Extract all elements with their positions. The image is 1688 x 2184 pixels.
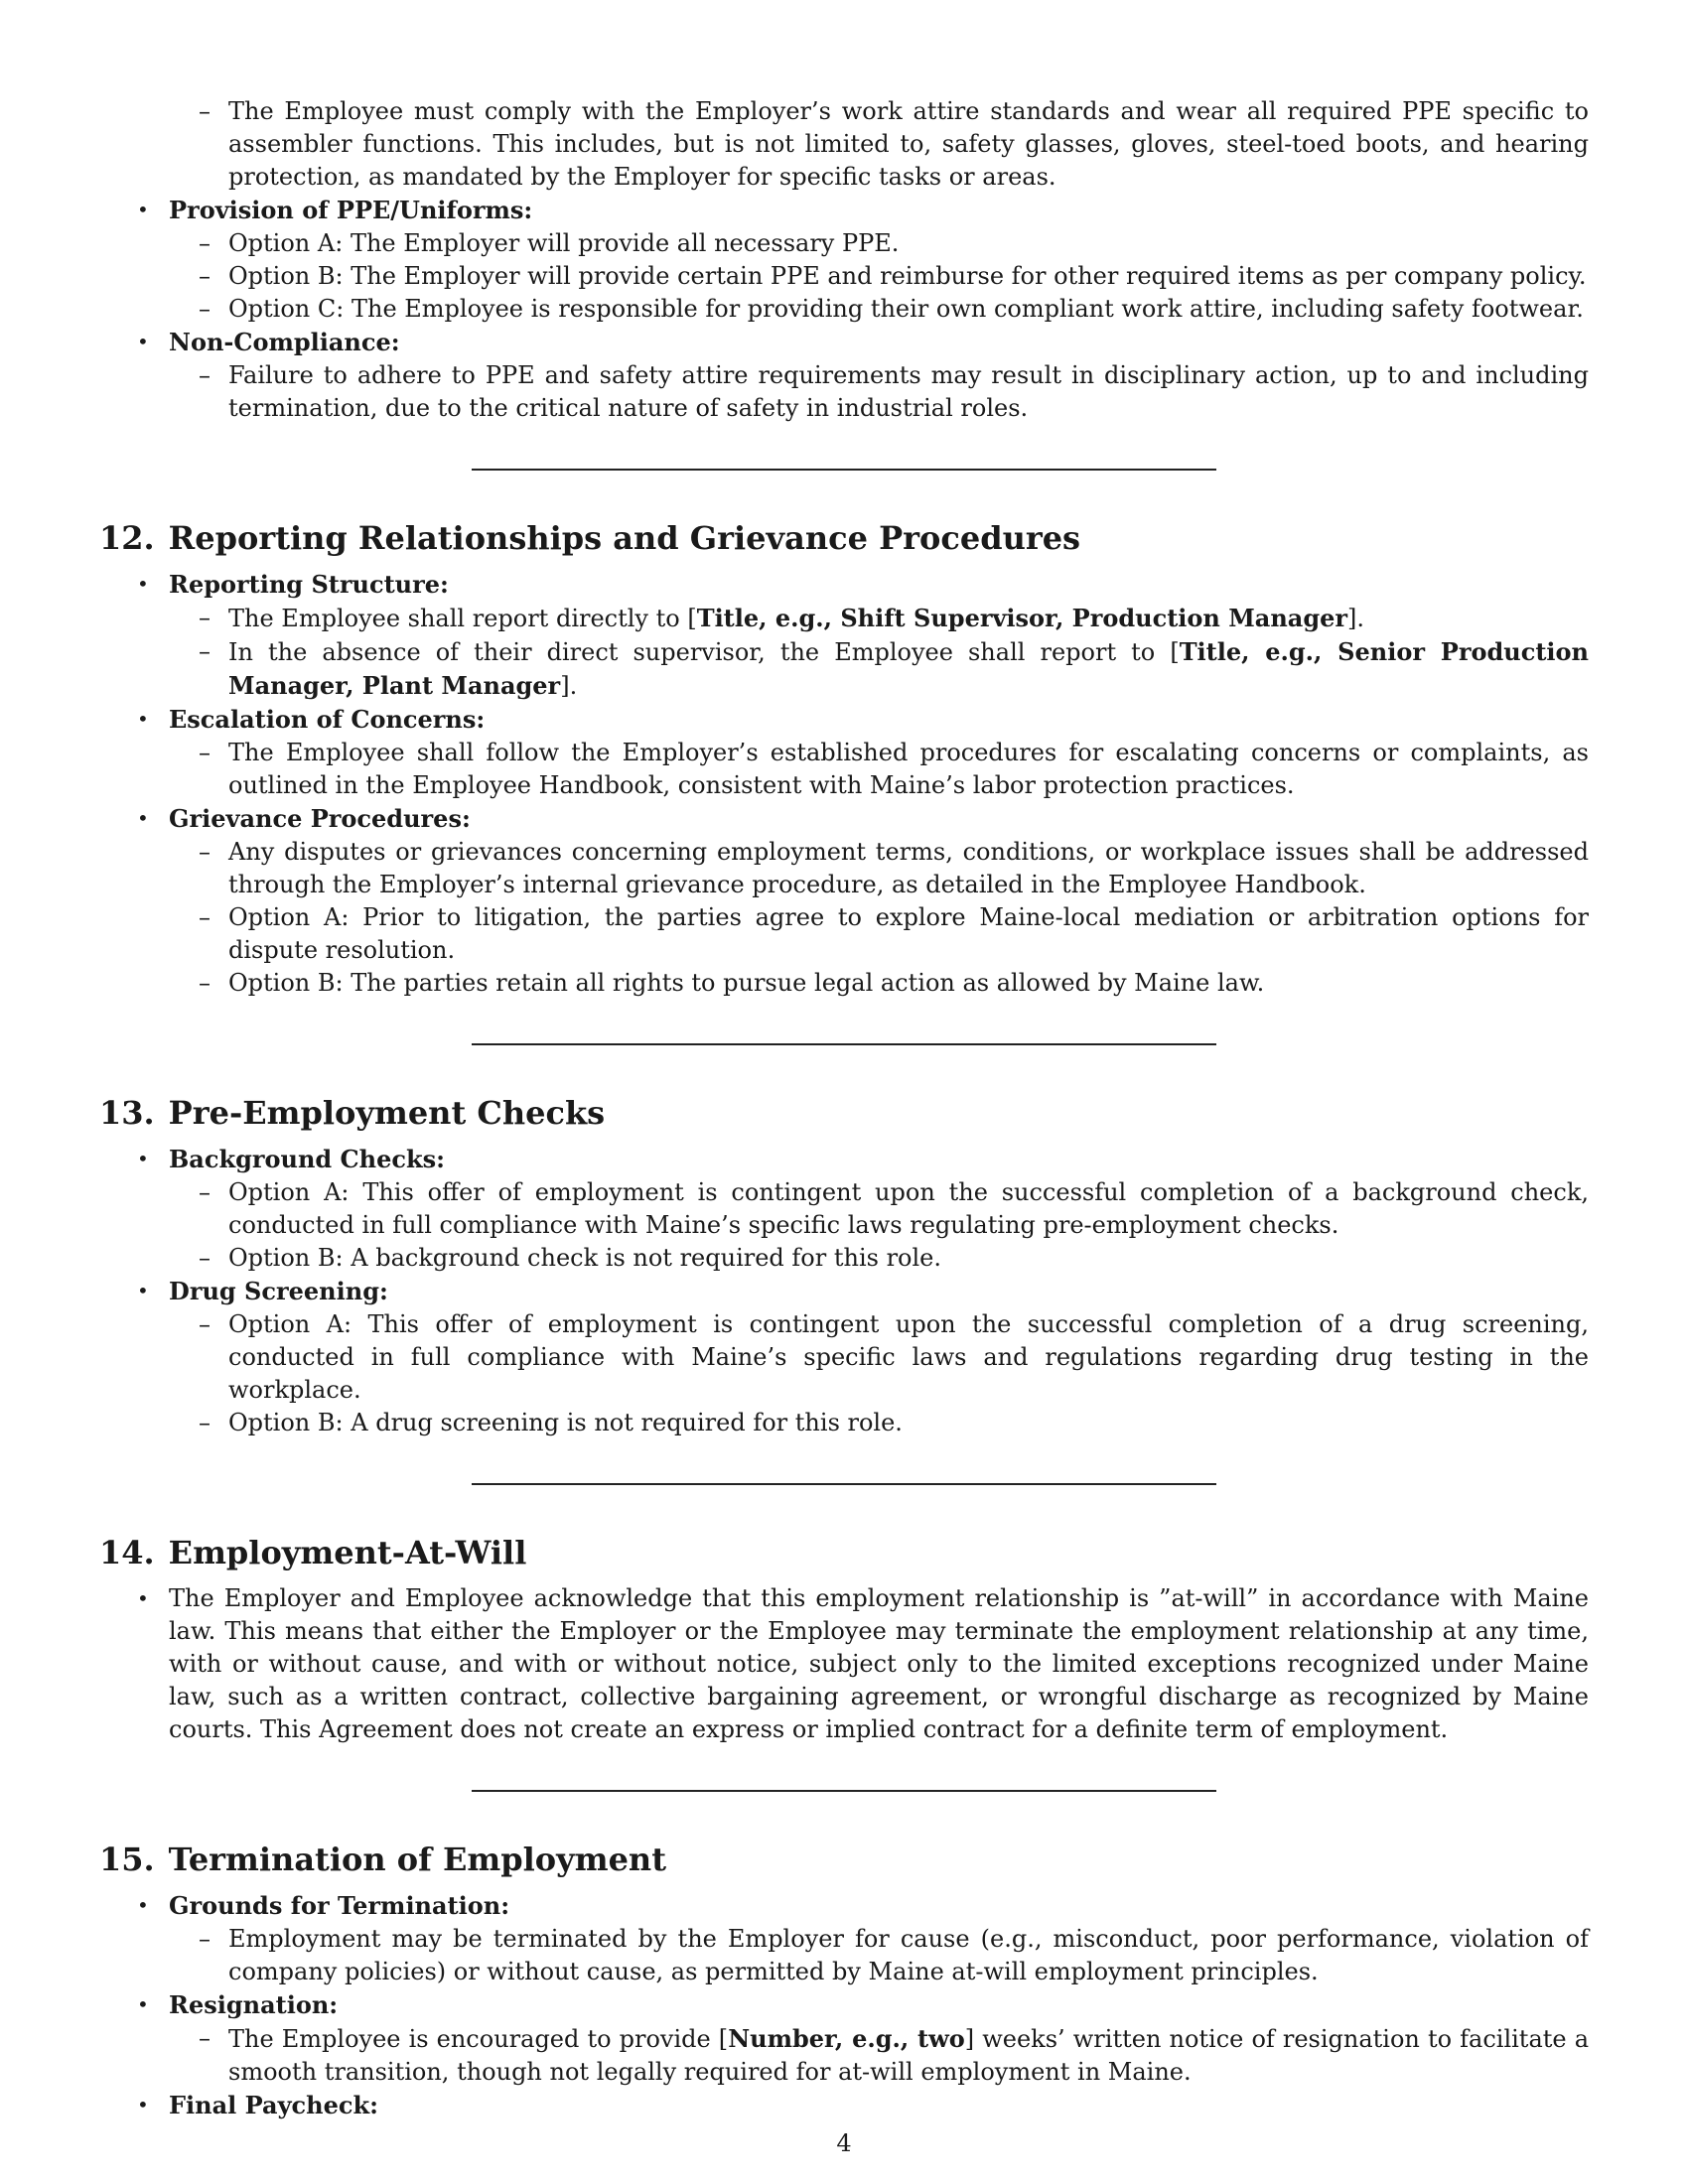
resignation-item: – The Employee is encouraged to provide [Number, e.g., two] weeks’ written notice of resignation to facilitate a smooth transition, though not legally required for at-will employment in Maine. — [199, 2024, 1590, 2086]
provision-option-c: – Option C: The Employee is responsible for providing their own compliant work attire, including safety footwear. — [199, 295, 1584, 323]
reporting-structure-heading: • Reporting Structure: — [137, 570, 449, 599]
grievance-item: – Any disputes or grievances concerning employment terms, conditions, or workplace issues shall be addressed through the Employer’s internal grievance procedure, as detailed in the Employee Handbook. — [199, 838, 1589, 898]
section-15-heading: 15. Termination of Employment — [99, 1841, 666, 1878]
section-divider — [472, 469, 1216, 471]
final-paycheck-heading: • Final Paycheck: — [137, 2091, 378, 2119]
provision-option-b: – Option B: The Employer will provide certain PPE and reimburse for other required items as per company policy. — [199, 262, 1587, 290]
section-12-heading: 12. Reporting Relationships and Grievance Procedures — [99, 519, 1081, 557]
grounds-heading: • Grounds for Termination: — [137, 1891, 510, 1920]
provision-ppe-heading: • Provision of PPE/Uniforms: — [137, 196, 533, 224]
escalation-item: – The Employee shall follow the Employer’s established procedures for escalating concerns or complaints, as outlined in the Employee Handbook, consistent with Maine’s labor protection practices. — [199, 739, 1589, 799]
background-checks-heading: • Background Checks: — [137, 1145, 445, 1173]
section-13-heading: 13. Pre-Employment Checks — [99, 1094, 606, 1132]
background-option-a: – Option A: This offer of employment is contingent upon the successful completion of a background check, conducted in full compliance with Maine’s specific laws regulating pre-employment checks. — [199, 1178, 1589, 1239]
provision-option-a: – Option A: The Employer will provide all necessary PPE. — [199, 229, 900, 257]
noncompliance-item: – Failure to adhere to PPE and safety attire requirements may result in disciplinary action, up to and including termination, due to the critical nature of safety in industrial roles. — [199, 361, 1589, 422]
background-option-b: – Option B: A background check is not required for this role. — [199, 1244, 941, 1272]
escalation-heading: • Escalation of Concerns: — [137, 705, 486, 734]
dash-bullet: – — [199, 97, 211, 125]
bullet: • — [137, 198, 149, 221]
page-number: 4 — [836, 2129, 852, 2157]
section-14-heading: 14. Employment-At-Will — [99, 1534, 527, 1571]
grievance-option-a: – Option A: Prior to litigation, the parties agree to explore Maine-local mediation or arbitration options for dispute resolution. — [199, 903, 1589, 964]
section-divider — [472, 1483, 1216, 1485]
drug-screening-heading: • Drug Screening: — [137, 1277, 388, 1305]
drug-option-b: – Option B: A drug screening is not required for this role. — [199, 1409, 903, 1436]
reporting-absence-item: – In the absence of their direct supervisor, the Employee shall report to [Title, e.g., Senior Production Manager, Plant Manager]. — [199, 637, 1589, 700]
ppe-compliance-item — [99, 95, 1589, 194]
grievance-heading: • Grievance Procedures: — [137, 804, 471, 833]
grievance-option-b: – Option B: The parties retain all rights to pursue legal action as allowed by Maine law. — [199, 969, 1265, 997]
reporting-direct-item: – The Employee shall report directly to [Title, e.g., Shift Supervisor, Production Manager]. — [199, 604, 1365, 632]
drug-option-a: – Option A: This offer of employment is contingent upon the successful completion of a drug screening, conducted in full compliance with Maine’s specific laws and regulations regarding drug testing in the workplace. — [199, 1310, 1589, 1404]
section-divider — [472, 1790, 1216, 1792]
ppe-compliance-text: The Employee must comply with the Employer’s work attire standards and wear all required PPE specific to assembler functions. This includes, but is not limited to, safety glasses, gloves, steel-toed boots, and hearing protection, as mandated by the Employer for specific tasks or areas. — [228, 97, 1589, 191]
section-divider — [472, 1043, 1216, 1045]
page-content — [99, 95, 1589, 2122]
at-will-paragraph: • The Employer and Employee acknowledge that this employment relationship is ”at-will” in accordance with Maine law. This means that either the Employer or the Employee may terminate the employment relationship at any time, with or without cause, and with or without notice, subject only to the limited exceptions recognized under Maine law, such as a written contract, collective bargaining agreement, or wrongful discharge as recognized by Maine courts. This Agreement does not create an express or implied contract for a definite term of employment. — [137, 1584, 1589, 1743]
noncompliance-heading: • Non-Compliance: — [137, 328, 400, 356]
grounds-item: – Employment may be terminated by the Employer for cause (e.g., misconduct, poor performance, violation of company policies) or without cause, as permitted by Maine at-will employment principles. — [199, 1925, 1589, 1985]
resignation-heading: • Resignation: — [137, 1990, 339, 2019]
